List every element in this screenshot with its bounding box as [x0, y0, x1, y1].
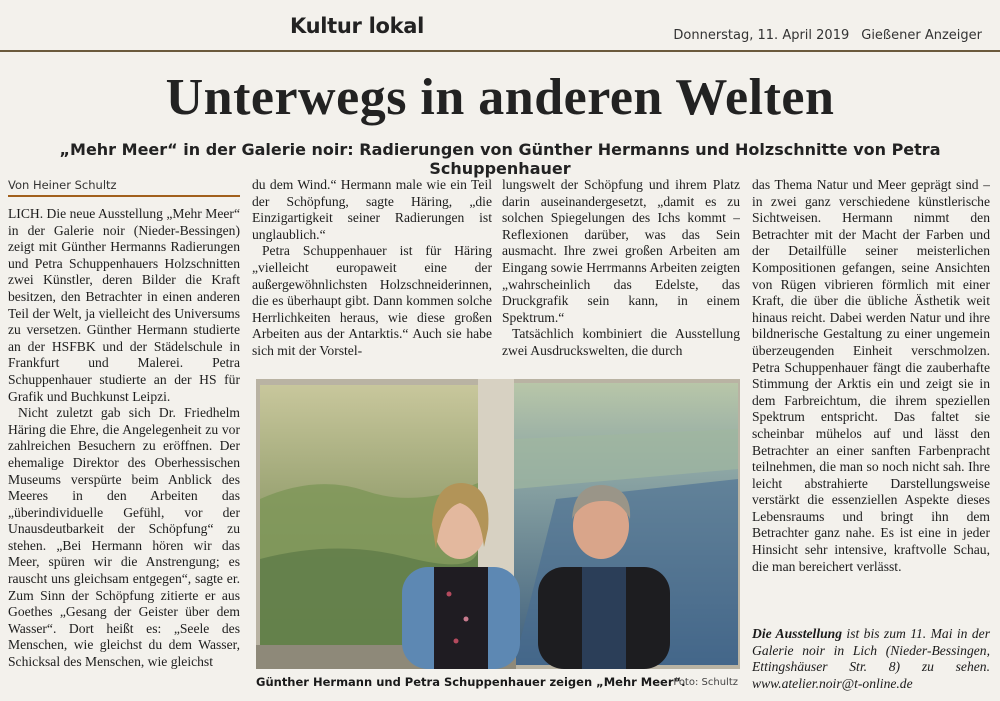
issue-date: Donnerstag, 11. April 2019 — [673, 28, 850, 43]
article-photo — [256, 379, 740, 669]
article-paragraph: Nicht zuletzt gab sich Dr. Friedhelm Häring die Ehre, die Angelegenheit zu vor zahlreichen Besuchern zu eröffnen. Der ehemalige Direktor des Oberhessischen Museums verspürte beim Anblick des Meeres in den Arbeiten das „überindividuelle Gefühl, vor der Unausdeutbarkeit der Schöpfung“ zu stehen. „Bei Hermann hören wir das Meer, spüren wir die Anstrengung; es rauscht uns gleichsam entgegen“, sagte er. Zum Sinn der Schöpfung zitierte er aus Goethes „Gesang der Geister über dem Wasser“. Dort heißt es: „Seele des Menschen, wie gleichst du dem Wasser, Schicksal des Menschen, wie gleichst — [8, 405, 240, 670]
newspaper-name: Gießener Anzeiger — [861, 28, 982, 43]
dateline — [673, 28, 982, 43]
article-paragraph: Petra Schuppenhauer ist für Häring „vielleicht europaweit eine der außergewöhnlichsten Holzschneiderinnen, die es überhaupt gibt. Dann kommen solche Herrlichkeiten heraus, wie diese großen Arbeiten aus der Antarktis.“ Auch sie habe sich mit der Vorstel- — [252, 243, 492, 358]
article-column-1 — [8, 206, 240, 698]
article-column-4 — [752, 177, 990, 617]
section-title: Kultur lokal — [290, 14, 425, 38]
article-column-2 — [252, 177, 492, 377]
photo-caption: Günther Hermann und Petra Schuppenhauer zeigen „Mehr Meer“. — [256, 675, 686, 689]
article-paragraph: du dem Wind.“ Hermann male wie ein Teil der Schöpfung, sagte Häring, „die Einzigartigkeit seiner Radierungen ist unglaublich.“ — [252, 177, 492, 242]
article-paragraph: LICH. Die neue Ausstellung „Mehr Meer“ in der Galerie noir (Nieder-Bessingen) zeigt mit Günther Hermanns Radierungen und Petra Schuppenhauers Holzschnitten zwei Künstler, deren Bilder die Kraft besitzen, den Betrachter in einen anderen Teil der Welt, ja vielleicht des Universums zu versetzen. Günther Hermann studierte an der HSFBK und der Städelschule in Frankfurt und Malerei. Petra Schuppenhauer studierte an der HS für Grafik und Buchkunst Leipzi. — [8, 206, 240, 404]
article-paragraph: das Thema Natur und Meer geprägt sind – in zwei ganz verschiedene künstlerische Sichtweisen. Hermann nimmt den Betrachter mit der Macht der Farben und der Detailfülle seiner meisterlichen Kompositionen gefangen, seine Ansichten von Rügen vibrieren förmlich mit einer Kraft, die über die übliche Ästhetik weit hinaus reicht. Dabei werden Natur und ihre bildnerische Gestaltung zu einer ungemein überzeugenden Einheit verschmolzen. Petra Schuppenhauer fängt die zauberhafte Stimmung der Arktis ein und zeigt sie in dem Farbreichtum, die ihrem speziellen Spektrum entspricht. Das faltet sie scheinbar mühelos auf und lässt den Betrachter an einer sanften Farbenpracht teilnehmen, die man so noch nicht sah. Ihre leicht abstrahierte Darstellungsweise verstärkt die essenziellen Aspekte dieses Lebensraums und bringt ihn dem Betrachter ganz nahe. Es ist eine in jeder Hinsicht sehr intensive, kraftvolle Schau, die man bereichert verlässt. — [752, 177, 990, 574]
article-subhead: „Mehr Meer“ in der Galerie noir: Radierungen von Günther Hermanns und Holzschnitte von Petra Schuppenhauer — [59, 140, 941, 178]
article-byline: Von Heiner Schultz — [8, 178, 240, 197]
exhibition-info — [752, 626, 990, 692]
exhibition-info-label: Die Ausstellung — [752, 626, 843, 641]
exhibition-info-text: ist bis zum 11. Mai in der Galerie noir in Lich (Nieder-Bessingen, Ettingshäuser Str. 8) zu sehen. www.atelier.noir@t-online.de — [752, 626, 990, 691]
article-paragraph: lungswelt der Schöpfung und ihrem Platz darin auseinandergesetzt, „damit es zu solchen Spiegelungen des Ichs kommt – Reflexionen darüber, was das Sein ausmacht. Ihre zwei großen Arbeiten am Eingang sowie Herrmanns Arbeiten zeigten „wahrscheinlich das Edelste, das Druckgrafik sein kann, in einem Spektrum.“ — [502, 177, 740, 325]
article-headline: Unterwegs in anderen Welten — [165, 69, 835, 126]
photo-credit: Foto: Schultz — [673, 677, 738, 688]
photo-illustration — [256, 379, 740, 669]
article-column-3 — [502, 177, 740, 377]
article-paragraph: Tatsächlich kombiniert die Ausstellung zwei Ausdruckswelten, die durch — [502, 326, 740, 358]
page-header — [0, 0, 1000, 52]
